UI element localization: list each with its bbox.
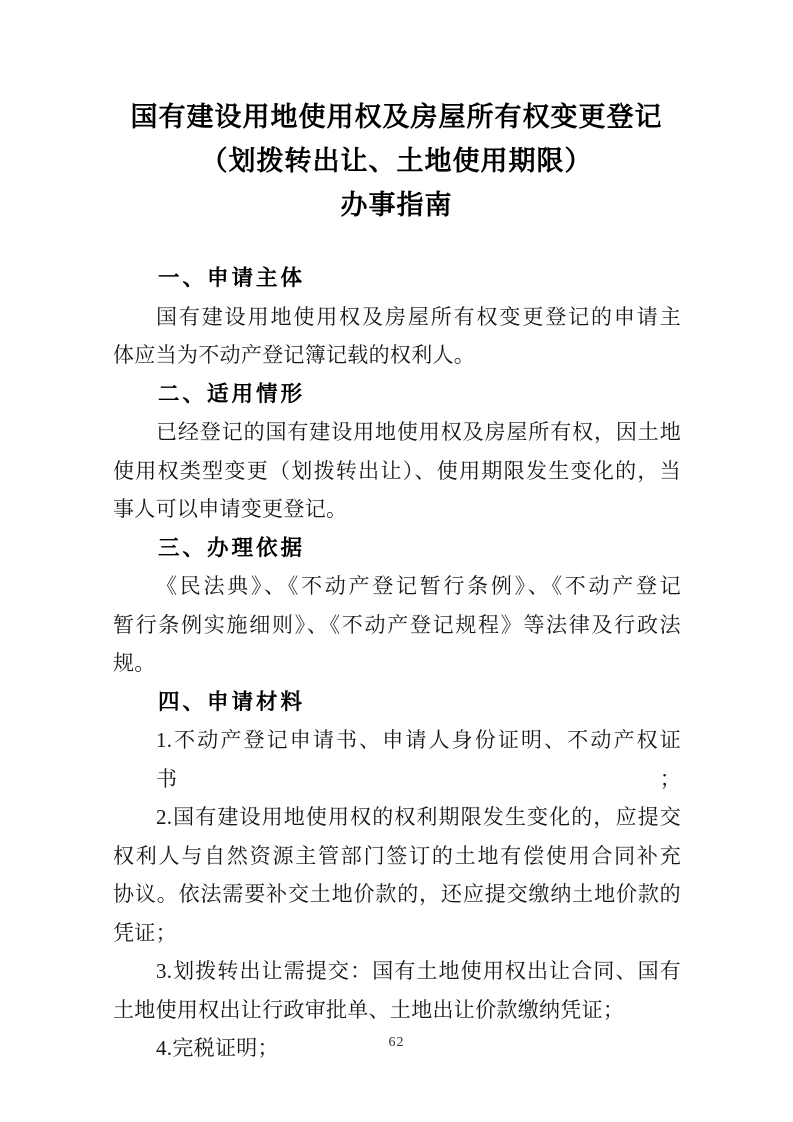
text-line: 事人可以申请变更登记。 (113, 497, 348, 521)
text-line: 2.国有建设用地使用权的权利期限发生变化的，应提交 (156, 805, 681, 829)
section-heading: 二、适用情形 (158, 381, 306, 406)
text-line: 4.完税证明； (156, 1036, 279, 1060)
page-number: 62 (388, 1035, 405, 1050)
text-line: 规。 (113, 651, 156, 675)
text-line: 体应当为不动产登记簿记载的权利人。 (113, 343, 476, 367)
text-line: 暂行条例实施细则》、《不动产登记规程》等法律及行政法 (113, 612, 681, 637)
section-heading: 三、办理依据 (158, 535, 306, 560)
section-heading: 四、申请材料 (158, 689, 306, 714)
title-line-2: （划拨转出让、土地使用期限） (200, 146, 593, 176)
document-body (113, 259, 681, 1068)
title-line-1: 国有建设用地使用权及房屋所有权变更登记 (130, 102, 663, 132)
text-line: 已经登记的国有建设用地使用权及房屋所有权，因土地 (156, 420, 681, 444)
text-line: 《民法典》、《不动产登记暂行条例》、《不动产登记 (156, 574, 681, 598)
text-line: 凭证； (113, 920, 177, 945)
text-line: 1.不动产登记申请书、申请人身份证明、不动产权证书； (156, 728, 681, 791)
section-heading: 一、申请主体 (158, 266, 306, 290)
text-line: 3.划拨转出让需提交：国有土地使用权出让合同、国有 (156, 959, 681, 983)
page-footer (0, 1033, 793, 1051)
text-line: 协议。依法需要补交土地价款的，还应提交缴纳土地价款的 (113, 882, 681, 906)
text-line: 国有建设用地使用权及房屋所有权变更登记的申请主 (156, 304, 681, 329)
text-line: 使用权类型变更（划拨转出让）、使用期限发生变化的，当 (113, 458, 681, 483)
title-line-3: 办事指南 (340, 190, 453, 220)
text-line: 权利人与自然资源主管部门签订的土地有偿使用合同补充 (113, 843, 681, 868)
document-title (0, 0, 793, 227)
text-line: 土地使用权出让行政审批单、土地出让价款缴纳凭证； (113, 997, 625, 1022)
